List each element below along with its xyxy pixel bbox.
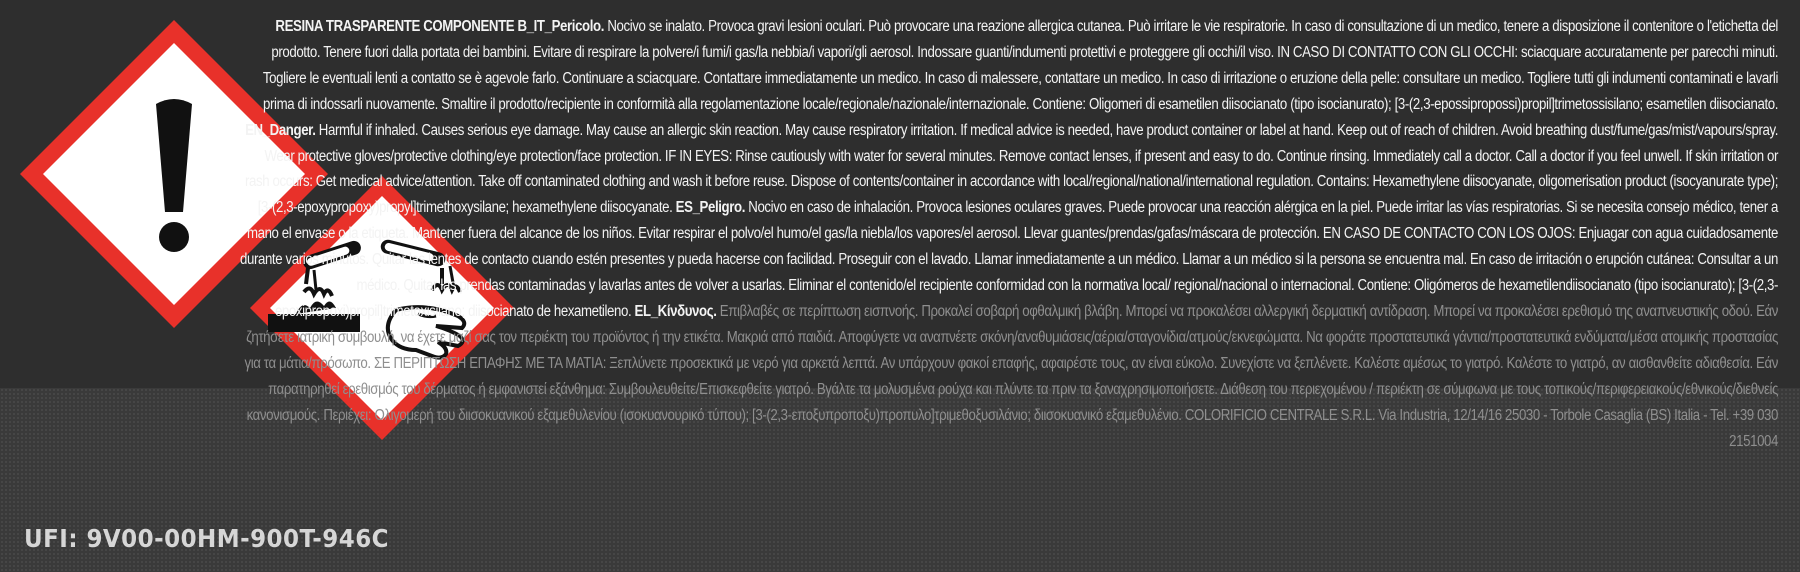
ufi-code: UFI: 9V00-00HM-900T-946C [24, 524, 389, 553]
es-hazard-text: Nocivo en caso de inhalación. Provoca lesiones oculares graves. Puede provocar una reacción alérgica en la piel. Puede irritar las vías respiratorias. Si se necesita consejo médico, tener a mano el envase o la etiqueta. Mantener fuera del alcance de los niños. Evitar respirar el polvo/el humo/el gas/la niebla/los vapores/el aerosol. Llevar guantes/prendas/gafas/máscara de protección. EN CASO DE CONTACTO CON LOS OJOS: Enjuagar con agua cuidadosamente durante varios minutos. Quitar las lentes de contacto cuando estén presentes y pueda hacerse con facilidad. Proseguir con el lavado. Llamar inmediatamente a un médico. Llamar a un médico si la persona se encuentra mal. En caso de irritación o erupción cutánea: Consultar a un médico. Quitar las prendas contaminadas y lavarlas antes de volver a usarlas. Eliminar el contenido/el recipiente conformidad con la normativa local/ regional/nacional o internacional. Contiene: Oligómeros de hexametilendiisocianato (tipo isocianurato); [3-(2,3-epoxipropoxi)propil]trimetoxisilano; diisocianato de hexametileno. [240, 199, 1779, 320]
es-signal-word: ES_Peligro. [675, 199, 745, 217]
el-signal-word: EL_Κίνδυνος. [634, 302, 717, 320]
en-signal-word: EN_Danger. [245, 121, 316, 139]
el-hazard-text: Επιβλαβές σε περίπτωση εισπνοής. Προκαλεί σοβαρή οφθαλμική βλάβη. Μπορεί να προκαλέσει αλλεργική δερματική αντίδραση. Μπορεί να προκαλέσει ερεθισμό της αναπνευστικής οδού. Εάν ζητήσετε ιατρική συμβουλή, να έχετε μαζί σας τον περιέκτη του προϊόντος ή την ετικέτα. Μακριά από παιδιά. Αποφύγετε να αναπνέετε σκόνη/αναθυμιάσεις/αέρια/σταγονίδια/ατμούς/εκνεφώματα. Να φοράτε προστατευτικά γάντια/προστατευτικά ενδύματα/μέσα ατομικής προστασίας για τα μάτια/πρόσωπο. ΣΕ ΠΕΡΙΠΤΩΣΗ ΕΠΑΦΗΣ ΜΕ ΤΑ ΜΑΤΙΑ: Ξεπλύνετε προσεκτικά με νερό για αρκετά λεπτά. Αν υπάρχουν φακοί επαφής, αφαιρέστε τους, αν είναι εύκολο. Συνεχίστε να ξεπλένετε. Καλέστε αμέσως το γιατρό. Καλέστε το γιατρό, αν αισθανθείτε αδιαθεσία. Εάν παρατηρηθεί ερεθισμός του δέρματος ή εμφανιστεί εξάνθημα: Συμβουλευθείτε/Επισκεφθείτε γιατρό. Βγάλτε τα μολυσμένα ρούχα και πλύντε τα πριν τα ξαναχρησιμοποιήσετε. Διάθεση του περιεχομένου / περιέκτη σε σύμφωνα με τους τοπικούς/περιφερειακούς/εθνικούς/διεθνείς κανονισμούς. Περιέχει: Ολιγομερή του διισοκυανικού εξαμεθυλενίου (ισοκυανουρικό τύπου); [3-(2,3-εποξυπροποξυ)προπυλο]τριμεθοξυσιλάνιο; διισοκυανικό εξαμεθυλένιο. [244, 302, 1779, 424]
it-hazard-text: Nocivo se inalato. Provoca gravi lesioni oculari. Può provocare una reazione allergica cutanea. Può irritare le vie respiratorie. In caso di consultazione di un medico, tenere a disposizione il contenitore o l'etichetta del prodotto. Tenere fuori dalla portata dei bambini. Evitare di respirare la polvere/i fumi/i gas/la nebbia/i vapori/gli aerosol. Indossare guanti/indumenti protettivi e proteggere gli occhi/il viso. IN CASO DI CONTATTO CON GLI OCCHI: sciacquare accuratamente per parecchi minuti. Togliere le eventuali lenti a contatto se è agevole farlo. Continuare a sciacquare. Contattare immediatamente un medico. In caso di malessere, contattare un medico. In caso di irritazione o eruzione della pelle: consultare un medico. Togliere tutti gli indumenti contaminati e lavarli prima di indossarli nuovamente. Smaltire il prodotto/recipiente in conformità alla regolamentazione locale/regionale/nazionale/internazionale. Contiene: Oligomeri di esametilen diisocianato (tipo isocianurato); [3-(2,3-epossipropossi)propil]trimetossisilano; esametilen diisocianato. [262, 18, 1779, 113]
hazard-statements [239, 14, 1778, 454]
en-hazard-text: Harmful if inhaled. Causes serious eye damage. May cause an allergic skin reaction. May cause respiratory irritation. If medical advice is needed, have product container or label at hand. Keep out of reach of children. Avoid breathing dust/fume/gas/mist/vapours/spray. Wear protective gloves/protective clothing/eye protection/face protection. IF IN EYES: Rinse cautiously with water for several minutes. Remove contact lenses, if present and easy to do. Continue rinsing. Immediately call a doctor. Call a doctor if you feel unwell. If skin irritation or rash occurs: Get medical advice/attention. Take off contaminated clothing and wash it before reuse. Dispose of contents/container in accordance with local/regional/national/international regulation. Contains: Hexamethylene diisocyanate, oligomerisation product (isocyanurate type); [3-(2,3-epoxypropoxy)propyl]trimethoxysilane; hexamethylene diisocyanate. [245, 121, 1779, 217]
it-signal-word: RESINA TRASPARENTE COMPONENTE B_IT_Pericolo. [275, 18, 605, 35]
manufacturer-address: COLORIFICIO CENTRALE S.R.L. Via Industria, 12/14/16 25030 - Torbole Casaglia (BS) Italia - Tel. +39 030 2151004 [1184, 406, 1778, 450]
